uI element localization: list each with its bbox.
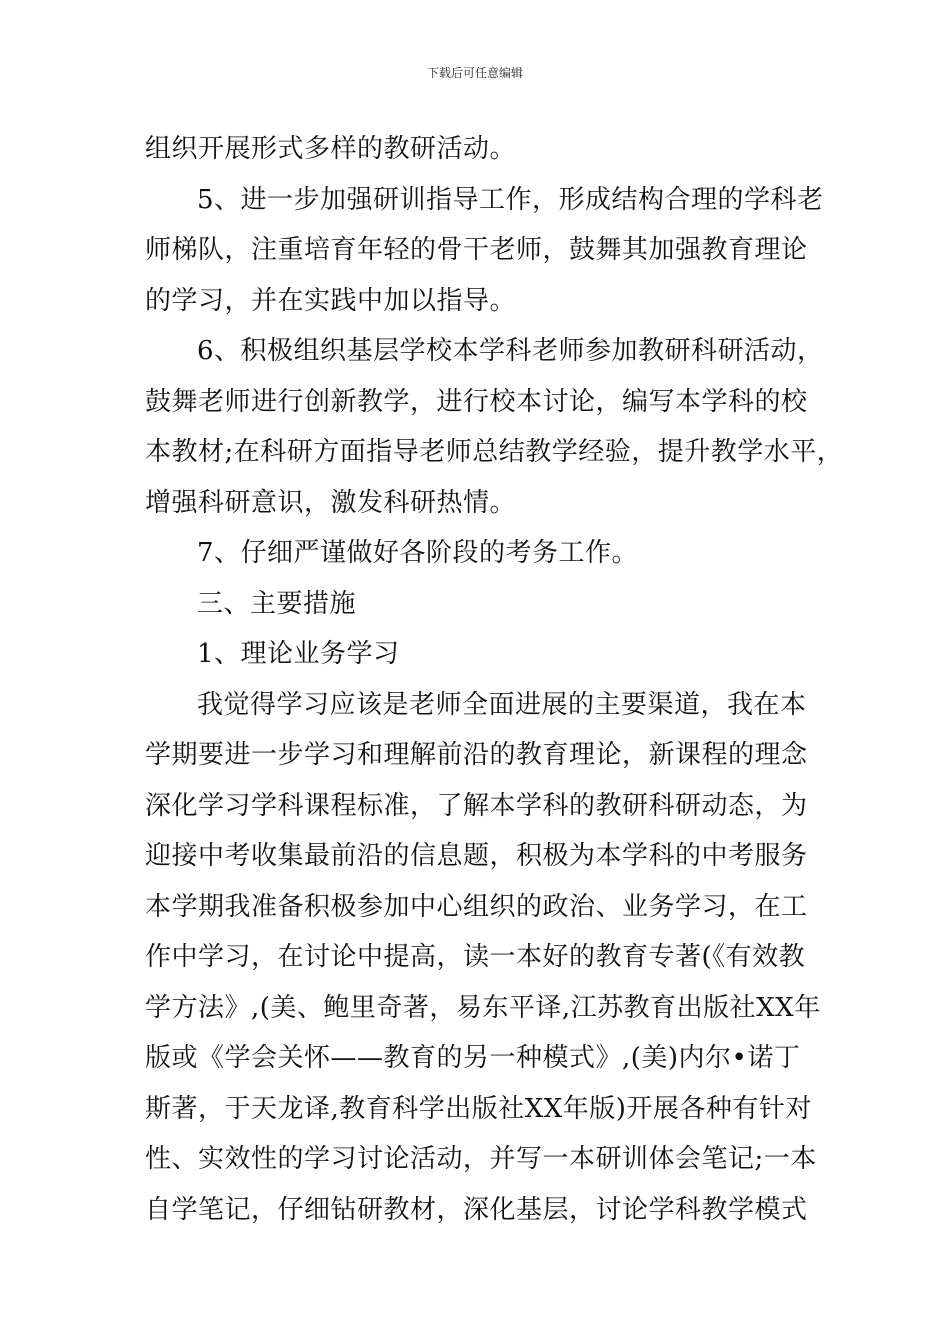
text-line: 鼓舞老师进行创新教学，进行校本讨论，编写本学科的校 xyxy=(145,386,808,417)
text-line: 师梯队，注重培育年轻的骨干老师，鼓舞其加强教育理论 xyxy=(145,235,808,265)
text-line: 斯著，于天龙译,教育科学出版社XX年版)开展各种有针对 xyxy=(145,1093,812,1124)
text-line: 学方法》,(美、鲍里奇著，易东平译,江苏教育出版社XX年 xyxy=(145,992,821,1023)
text-line: 我觉得学习应该是老师全面进展的主要渠道，我在本 xyxy=(197,689,807,720)
text-line: 本学期我准备积极参加中心组织的政治、业务学习，在工 xyxy=(145,891,808,922)
text-line: 的学习，并在实践中加以指导。 xyxy=(145,285,517,316)
section-heading: 三、主要措施 xyxy=(197,588,357,619)
text-line: 自学笔记，仔细钻研教材，深化基层，讨论学科教学模式 xyxy=(145,1194,808,1225)
text-line: 本教材;在科研方面指导老师总结教学经验，提升教学水平， xyxy=(145,437,844,467)
subsection-heading: 1、理论业务学习 xyxy=(197,639,400,669)
text-line: 组织开展形式多样的教研活动。 xyxy=(145,134,517,164)
page-header: 下载后可任意编辑 xyxy=(426,66,523,80)
document-body xyxy=(145,124,844,1235)
text-line: 增强科研意识，激发科研热情。 xyxy=(145,487,517,518)
text-line: 性、实效性的学习讨论活动，并写一本研训体会笔记;一本 xyxy=(145,1144,817,1174)
text-line: 5、进一步加强研训指导工作，形成结构合理的学科老 xyxy=(197,184,824,215)
text-line: 7、仔细严谨做好各阶段的考务工作。 xyxy=(197,538,639,568)
text-line: 深化学习学科课程标准，了解本学科的教研科研动态，为 xyxy=(145,790,808,821)
text-line: 版或《学会关怀——教育的另一种模式》,(美)内尔•诺丁 xyxy=(145,1043,801,1073)
text-line: 作中学习，在讨论中提高，读一本好的教育专著(《有效教 xyxy=(145,942,806,972)
text-line: 学期要进一步学习和理解前沿的教育理论，新课程的理念 xyxy=(145,740,808,770)
text-line: 迎接中考收集最前沿的信息题，积极为本学科的中考服务 xyxy=(145,841,808,871)
text-line: 6、积极组织基层学校本学科老师参加教研科研活动， xyxy=(197,336,824,366)
